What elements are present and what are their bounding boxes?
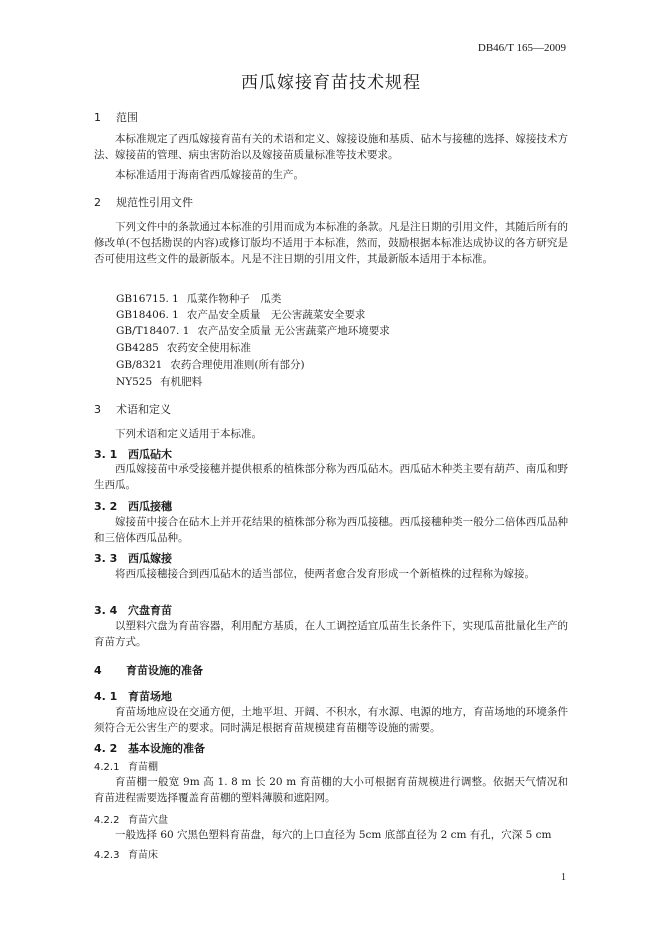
term-number: 3. 1 bbox=[94, 448, 118, 461]
clause-number: 4. 2 bbox=[94, 742, 118, 755]
reference-code: GB/T18407. 1 bbox=[116, 325, 190, 337]
term-title: 西瓜嫁接 bbox=[128, 552, 172, 565]
term-number: 3. 4 bbox=[94, 604, 118, 617]
clause-number: 4.2.1 bbox=[94, 762, 120, 773]
section-number: 1 bbox=[94, 111, 101, 124]
term-3-2-definition: 嫁接苗中接合在砧木上并开花结果的植株部分称为西瓜接穗。西瓜接穗种类一般分二倍体西瓜品种和三倍体西瓜品种。 bbox=[94, 516, 568, 544]
clause-4-1-heading bbox=[94, 688, 172, 704]
standard-number: DB46/T 165—2009 bbox=[477, 42, 566, 54]
term-number: 3. 2 bbox=[94, 500, 118, 513]
section-number: 4 bbox=[94, 664, 102, 677]
reference-title: 瓜菜作物种子 瓜类 bbox=[186, 293, 282, 305]
term-3-1-heading bbox=[94, 446, 172, 462]
clause-number: 4. 1 bbox=[94, 690, 118, 703]
clause-4-2-3-heading bbox=[94, 846, 158, 861]
normative-reference bbox=[116, 291, 281, 306]
section-1-paragraph-1: 本标准规定了西瓜嫁接育苗有关的术语和定义、嫁接设施和基质、砧木与接穗的选择、嫁接技术方法、嫁接苗的管理、病虫害防治以及嫁接苗质量标准等技术要求。 bbox=[94, 133, 568, 161]
section-2-heading bbox=[94, 194, 193, 210]
normative-reference bbox=[116, 340, 251, 355]
clause-4-2-1-heading bbox=[94, 758, 158, 773]
term-3-4-heading bbox=[94, 602, 172, 618]
term-3-4-definition: 以塑料穴盘为育苗容器，利用配方基质，在人工调控适宜瓜苗生长条件下，实现瓜苗批量化生产的育苗方式。 bbox=[94, 620, 568, 648]
clause-title: 基本设施的准备 bbox=[128, 742, 205, 755]
section-1-heading bbox=[94, 109, 138, 125]
term-3-3-definition: 将西瓜接穗接合到西瓜砧木的适当部位，使两者愈合发育形成一个新植株的过程称为嫁接。 bbox=[115, 568, 535, 580]
reference-title: 农产品安全质量 无公害蔬菜产地环境要求 bbox=[197, 325, 390, 337]
clause-4-1-text: 育苗场地应设在交通方便，土地平坦、开阔、不积水，有水源、电源的地方，育苗场地的环境条件须符合无公害生产的要求。同时满足根据育苗规模建育苗棚等设施的需要。 bbox=[94, 706, 568, 734]
clause-title: 育苗场地 bbox=[128, 690, 172, 703]
normative-reference bbox=[116, 307, 365, 322]
section-title: 育苗设施的准备 bbox=[126, 664, 203, 677]
normative-reference bbox=[116, 374, 202, 389]
clause-title: 育苗床 bbox=[128, 850, 158, 861]
reference-title: 农药合理使用准则(所有部分) bbox=[170, 359, 305, 371]
reference-code: GB4285 bbox=[116, 342, 159, 354]
clause-number: 4.2.3 bbox=[94, 850, 120, 861]
reference-title: 农产品安全质量 无公害蔬菜安全要求 bbox=[186, 309, 366, 321]
document-title: 西瓜嫁接育苗技术规程 bbox=[241, 73, 421, 93]
clause-title: 育苗棚 bbox=[128, 762, 158, 773]
section-title: 规范性引用文件 bbox=[116, 196, 193, 209]
section-3-paragraph-1: 下列术语和定义适用于本标准。 bbox=[115, 428, 262, 440]
term-number: 3. 3 bbox=[94, 552, 118, 565]
reference-code: GB16715. 1 bbox=[116, 293, 179, 305]
clause-4-2-2-heading bbox=[94, 811, 168, 826]
section-1-paragraph-2: 本标准适用于海南省西瓜嫁接苗的生产。 bbox=[115, 169, 304, 181]
section-title: 范围 bbox=[116, 111, 138, 124]
clause-number: 4.2.2 bbox=[94, 815, 120, 826]
reference-title: 有机肥料 bbox=[160, 376, 203, 388]
page-number: 1 bbox=[561, 872, 566, 883]
normative-reference bbox=[116, 323, 390, 338]
term-title: 西瓜砧木 bbox=[128, 448, 172, 461]
clause-4-2-1-text: 育苗棚一般宽 9m 高 1. 8 m 长 20 m 育苗棚的大小可根据育苗规模进行调整。依据天气情况和育苗进程需要选择覆盖育苗棚的塑料薄膜和遮阳网。 bbox=[94, 776, 568, 804]
term-title: 西瓜接穗 bbox=[128, 500, 172, 513]
reference-code: NY525 bbox=[116, 376, 153, 388]
clause-4-2-heading bbox=[94, 740, 205, 756]
normative-reference bbox=[116, 357, 305, 372]
reference-code: GB/8321 bbox=[116, 359, 163, 371]
term-title: 穴盘育苗 bbox=[128, 604, 172, 617]
clause-4-2-2-text: 一般选择 60 穴黑色塑料育苗盘，每穴的上口直径为 5cm 底部直径为 2 cm 有孔，穴深 5 cm bbox=[115, 829, 552, 841]
section-number: 3 bbox=[94, 403, 101, 416]
term-3-1-definition: 西瓜嫁接苗中承受接穗并提供根系的植株部分称为西瓜砧木。西瓜砧木种类主要有葫芦、南瓜和野生西瓜。 bbox=[94, 463, 568, 491]
term-3-3-heading bbox=[94, 550, 172, 566]
section-3-heading bbox=[94, 401, 171, 417]
term-3-2-heading bbox=[94, 498, 172, 514]
clause-title: 育苗穴盘 bbox=[128, 815, 168, 826]
section-2-paragraph-1: 下列文件中的条款通过本标准的引用而成为本标准的条款。凡是注日期的引用文件，其随后所有的修改单(不包括勘误的内容)或修订版均不适用于本标准，然而，鼓励根据本标准达成协议的各方研究是否可使用这些文件的最新版本。凡是不注日期的引用文件，其最新版本适用于本标准。 bbox=[94, 221, 568, 265]
section-number: 2 bbox=[94, 196, 101, 209]
reference-title: 农药安全使用标准 bbox=[166, 342, 251, 354]
reference-code: GB18406. 1 bbox=[116, 309, 179, 321]
section-title: 术语和定义 bbox=[116, 403, 171, 416]
section-4-heading bbox=[94, 662, 203, 678]
